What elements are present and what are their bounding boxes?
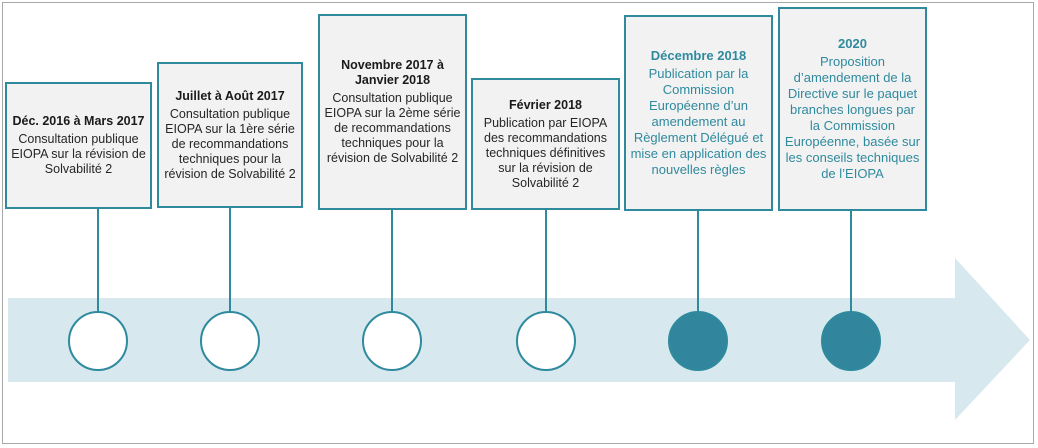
milestone-description: Proposition d’amendement de la Directive sur le paquet branches longues par la Commission Européenne, basée sur les conseils techniques de l’EIOPA: [784, 54, 921, 181]
milestone-description: Consultation publique EIOPA sur la révision de Solvabilité 2: [11, 132, 146, 176]
milestone-node-3: [362, 311, 422, 371]
milestone-title: Juillet à Août 2017: [175, 88, 285, 103]
milestone-card-1: [5, 82, 152, 209]
milestone-node-1: [68, 311, 128, 371]
milestone-node-2: [200, 311, 260, 371]
stem-2: [229, 207, 231, 312]
milestone-card-4: [471, 78, 620, 210]
milestone-title: Novembre 2017 à Janvier 2018: [341, 58, 444, 87]
milestone-description: Publication par EIOPA des recommandations techniques définitives sur la révision de Solvabilité 2: [483, 115, 608, 190]
stem-4: [545, 209, 547, 312]
milestone-description: Consultation publique EIOPA sur la 2ème série de recommandations techniques pour la révision de Solvabilité 2: [324, 91, 461, 165]
milestone-description: Consultation publique EIOPA sur la 1ère série de recommandations techniques pour la révision de Solvabilité 2: [164, 106, 296, 181]
milestone-card-3: [318, 14, 467, 210]
milestone-title: Déc. 2016 à Mars 2017: [12, 114, 145, 128]
stem-3: [391, 209, 393, 312]
stem-6: [850, 210, 852, 312]
milestone-card-5: [624, 15, 773, 211]
milestone-card-6: [778, 7, 927, 211]
stem-1: [97, 208, 99, 312]
milestone-node-6: [821, 311, 881, 371]
stem-5: [697, 210, 699, 312]
milestone-title: 2020: [838, 36, 867, 51]
milestone-title: Février 2018: [509, 97, 582, 112]
milestone-node-5: [668, 311, 728, 371]
milestone-card-2: [157, 62, 303, 208]
milestone-node-4: [516, 311, 576, 371]
milestone-description: Publication par la Commission Européenne d’un amendement au Règlement Délégué et mise en application des nouvelles règles: [630, 66, 767, 177]
milestone-title: Décembre 2018: [650, 48, 747, 63]
